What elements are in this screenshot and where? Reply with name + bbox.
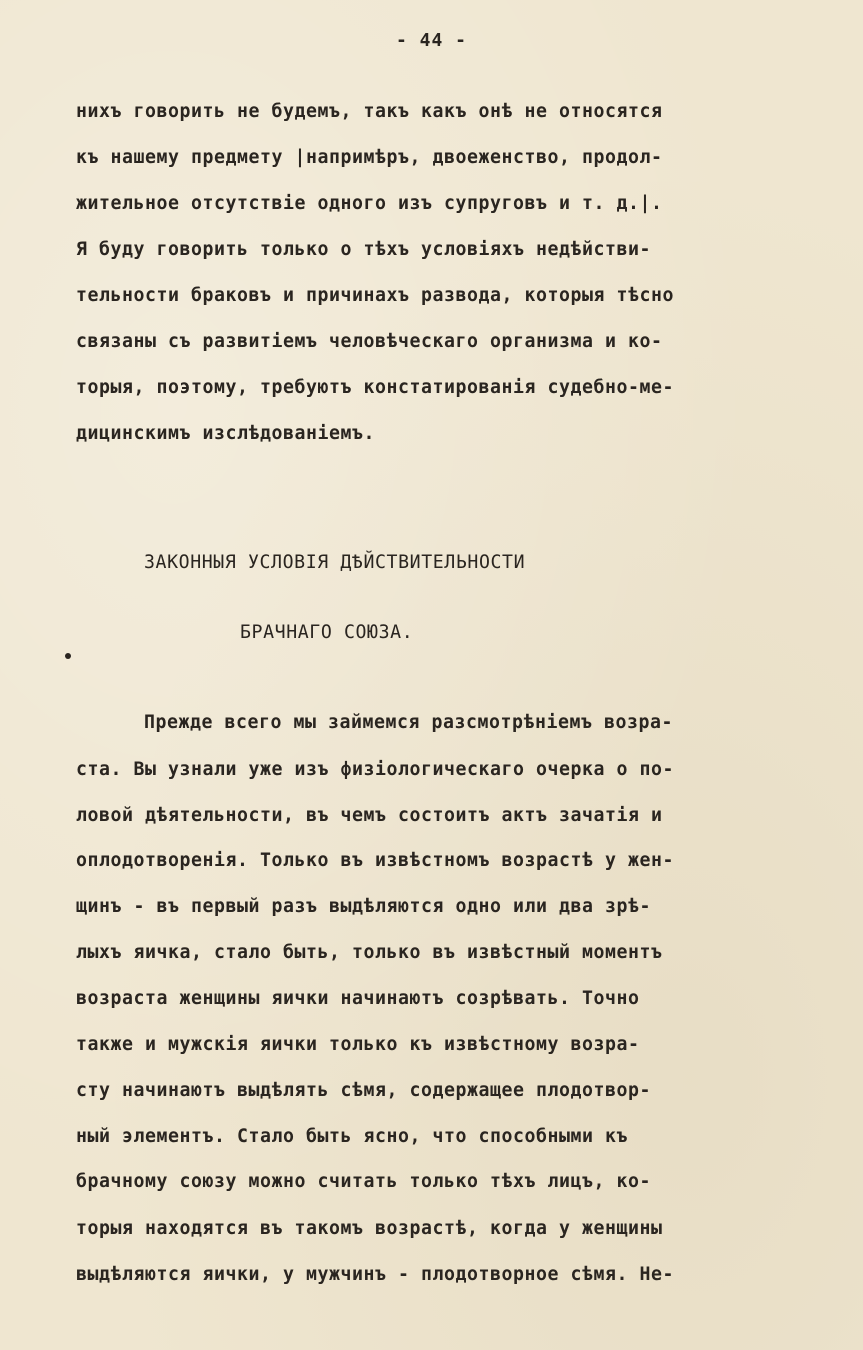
paragraph-1-line: нихъ говорить не будемъ, такъ какъ онѣ не относятся: [76, 101, 663, 122]
page-number: - 44 -: [395, 30, 468, 51]
paragraph-2-line: ловой дѣятельности, въ чемъ состоитъ актъ зачатія и: [76, 805, 663, 826]
paragraph-1-line: къ нашему предмету |напримѣръ, двоеженство, продол-: [76, 147, 663, 168]
paragraph-2-line: также и мужскія яички только къ извѣстному возра-: [76, 1034, 640, 1055]
paragraph-2-line: торыя находятся въ такомъ возрастѣ, когда у женщины: [76, 1218, 663, 1239]
paragraph-2-line: оплодотворенія. Только въ извѣстномъ возрастѣ у жен-: [76, 850, 674, 871]
section-heading-line-2: БРАЧНАГО СОЮЗА.: [240, 622, 414, 643]
paragraph-2-line: брачному союзу можно считать только тѣхъ лицъ, ко-: [76, 1171, 651, 1192]
paragraph-1-line: Я буду говорить только о тѣхъ условіяхъ недѣйстви-: [76, 239, 651, 260]
paragraph-2-line: ста. Вы узнали уже изъ физіологическаго очерка о по-: [76, 759, 674, 780]
paragraph-1-line: дицинскимъ изслѣдованіемъ.: [76, 423, 375, 444]
paragraph-2-line: ный элементъ. Стало быть ясно, что способными къ: [76, 1126, 628, 1147]
paragraph-2-line: Прежде всего мы займемся разсмотрѣніемъ возра-: [144, 712, 673, 733]
paragraph-2-line: возраста женщины яички начинаютъ созрѣвать. Точно: [76, 988, 640, 1009]
paragraph-2-line: щинъ - въ первый разъ выдѣляются одно или два зрѣ-: [76, 896, 651, 917]
paragraph-2-line: сту начинаютъ выдѣлять сѣмя, содержащее плодотвор-: [76, 1080, 651, 1101]
paragraph-2-line: лыхъ яичка, стало быть, только въ извѣстный моментъ: [76, 942, 663, 963]
paragraph-1-line: жительное отсутствіе одного изъ супруговъ и т. д.|.: [76, 193, 663, 214]
ink-dot: [65, 653, 71, 659]
paragraph-2-line: выдѣляются яички, у мужчинъ - плодотворное сѣмя. Не-: [76, 1264, 674, 1285]
paragraph-1-line: торыя, поэтому, требуютъ констатированія судебно-ме-: [76, 377, 674, 398]
paragraph-1-line: тельности браковъ и причинахъ развода, которыя тѣсно: [76, 285, 674, 306]
paragraph-1-line: связаны съ развитіемъ человѣческаго организма и ко-: [76, 331, 663, 352]
section-heading-line-1: ЗАКОННЫЯ УСЛОВІЯ ДѢЙСТВИТЕЛЬНОСТИ: [144, 552, 526, 573]
